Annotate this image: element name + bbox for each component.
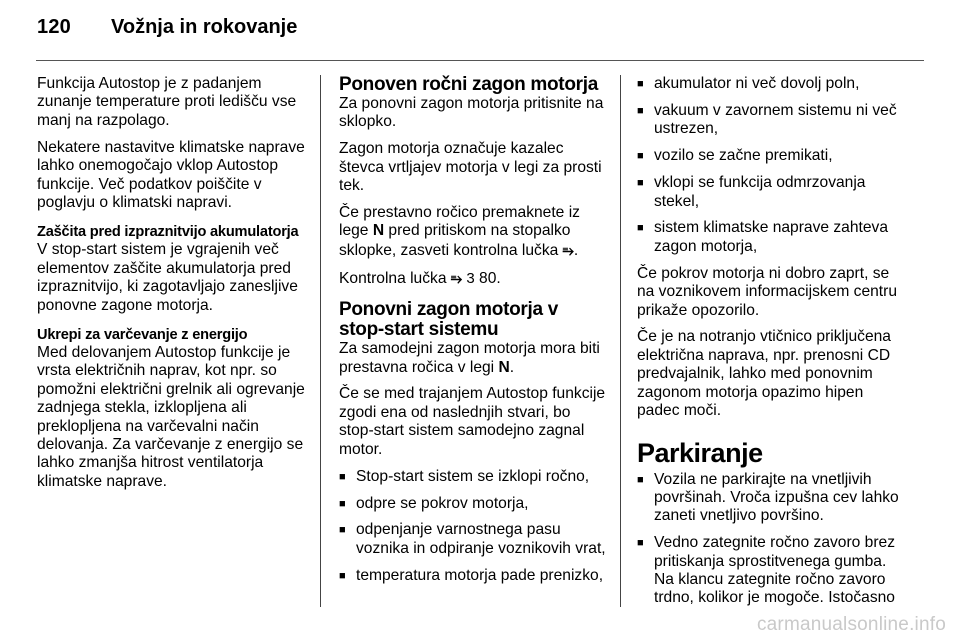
restart-conditions-list-continued (637, 75, 905, 256)
list-item: ■ Vedno zategnite ročno zavoro brez pritiskanja sprostitvenega gumba. Na klancu zategnite ročno zavoro trdno, kolikor je mogoče. Istočasno (637, 534, 905, 608)
column-1 (37, 75, 305, 500)
paragraph-energy-saving: Med delovanjem Autostop funkcije je vrsta električnih naprav, kot npr. so pomožni električni grelnik ali ogrevanje zadnjega stekla, izklopljena ali preklopljena na varčevalni način delovanja. Za varčevanje z energijo se lahko zmanjša hitrost ventilatorja klimatske naprave. (37, 343, 305, 490)
engine-indicator-icon: ⥱ (450, 269, 463, 286)
text-fragment: 80. (474, 269, 501, 287)
header-rule (36, 60, 924, 61)
heading-manual-restart: Ponoven ročni zagon motorja (339, 74, 598, 95)
paragraph-idle-indicator: Zagon motorja označuje kazalec števca vrtljajev motorja v legi za prosti tek. (339, 140, 602, 195)
text-fragment: Za samodejni zagon motorja mora biti prestavna ročica v legi (339, 340, 600, 376)
gear-n-label: N (498, 358, 510, 376)
list-item: ■ vakuum v zavornem sistemu ni več ustrezen, (637, 102, 905, 139)
text-fragment: . (509, 358, 515, 376)
list-item: ■ odpenjanje varnostnega pasu voznika in odpiranje voznikovih vrat, (339, 521, 607, 558)
heading-battery-protection: Zaščita pred izpraznitvijo akumulatorja (37, 224, 299, 241)
text-fragment: . (573, 241, 579, 259)
page-header (37, 16, 297, 50)
list-item: ■ akumulator ni več dovolj poln, (637, 75, 905, 93)
paragraph-press-clutch: Za ponovni zagon motorja pritisnite na sklopko. (339, 95, 604, 131)
column-2 (339, 75, 607, 594)
paragraph-lamp-reference (339, 269, 607, 288)
gear-n-label: N (372, 222, 385, 240)
paragraph-neutral-lamp (339, 204, 607, 260)
engine-indicator-icon: ⥱ (562, 241, 574, 258)
list-item: ■ vozilo se začne premikati, (637, 147, 905, 165)
list-item: ■ vklopi se funkcija odmrzovanja stekel, (637, 174, 905, 211)
text-fragment: Če prestavno ročico premaknete iz lege (339, 204, 580, 240)
paragraph-auto-restart-conditions: Če se med trajanjem Autostop funkcije zgodi ena od naslednjih stvari, bo stop-start sistem samodejno zagnal motor. (339, 385, 606, 458)
column-divider-right (620, 75, 621, 607)
paragraph-power-drop: Če je na notranjo vtičnico priključena električna naprava, npr. prenosni CD predvajalnik, lahko med ponovnim zagonom motorja opazimo hipen padec moči. (637, 328, 891, 420)
list-item: ■ odpre se pokrov motorja, (339, 495, 607, 513)
list-item: ■ Stop-start sistem se izklopi ročno, (339, 468, 607, 486)
page-number: 120 (37, 16, 71, 38)
paragraph-hood-warning: Če pokrov motorja ni dobro zaprt, se na voznikovem informacijskem centru prikaže opozorilo. (637, 264, 897, 319)
heading-energy-saving: Ukrepi za varčevanje z energijo (37, 326, 248, 343)
page-title: Vožnja in rokovanje (111, 16, 298, 38)
paragraph-battery-protection: V stop-start sistem je vgrajenih več elementov zaščite akumulatorja pred izpraznitvijo, ki zagotavljajo zanesljive ponovne zagone motorja. (37, 241, 298, 314)
parking-list (637, 471, 905, 608)
paragraph-auto-restart (339, 340, 607, 377)
paragraph-autostop-temperature: Funkcija Autostop je z padanjem zunanje temperature proti ledišču vse manj na razpolago. (37, 75, 297, 129)
paragraph-climate-settings: Nekatere nastavitve klimatske naprave lahko onemogočajo vklop Autostop funkcije. Več podatkov poiščite v poglavju o klimatski napravi. (37, 138, 305, 211)
restart-conditions-list (339, 468, 607, 586)
list-item: ■ Vozila ne parkirajte na vnetljivih površinah. Vroča izpušna cev lahko zaneti vnetljivo površino. (637, 471, 905, 526)
column-3 (637, 75, 905, 616)
heading-parking: Parkiranje (637, 437, 763, 468)
heading-stop-start-restart: Ponovni zagon motorja v stop-start sistemu (339, 299, 559, 341)
watermark: carmanualsonline.info (756, 614, 946, 635)
list-item: ■ temperatura motorja pade prenizko, (339, 567, 607, 585)
text-fragment: pred pritiskom na stopalko sklopke, zasveti kontrolna lučka (339, 222, 571, 259)
page-reference-icon: 3 (466, 269, 475, 287)
text-fragment: Kontrolna lučka (339, 269, 451, 287)
list-item: ■ sistem klimatske naprave zahteva zagon motorja, (637, 219, 905, 256)
column-divider-left (320, 75, 321, 607)
